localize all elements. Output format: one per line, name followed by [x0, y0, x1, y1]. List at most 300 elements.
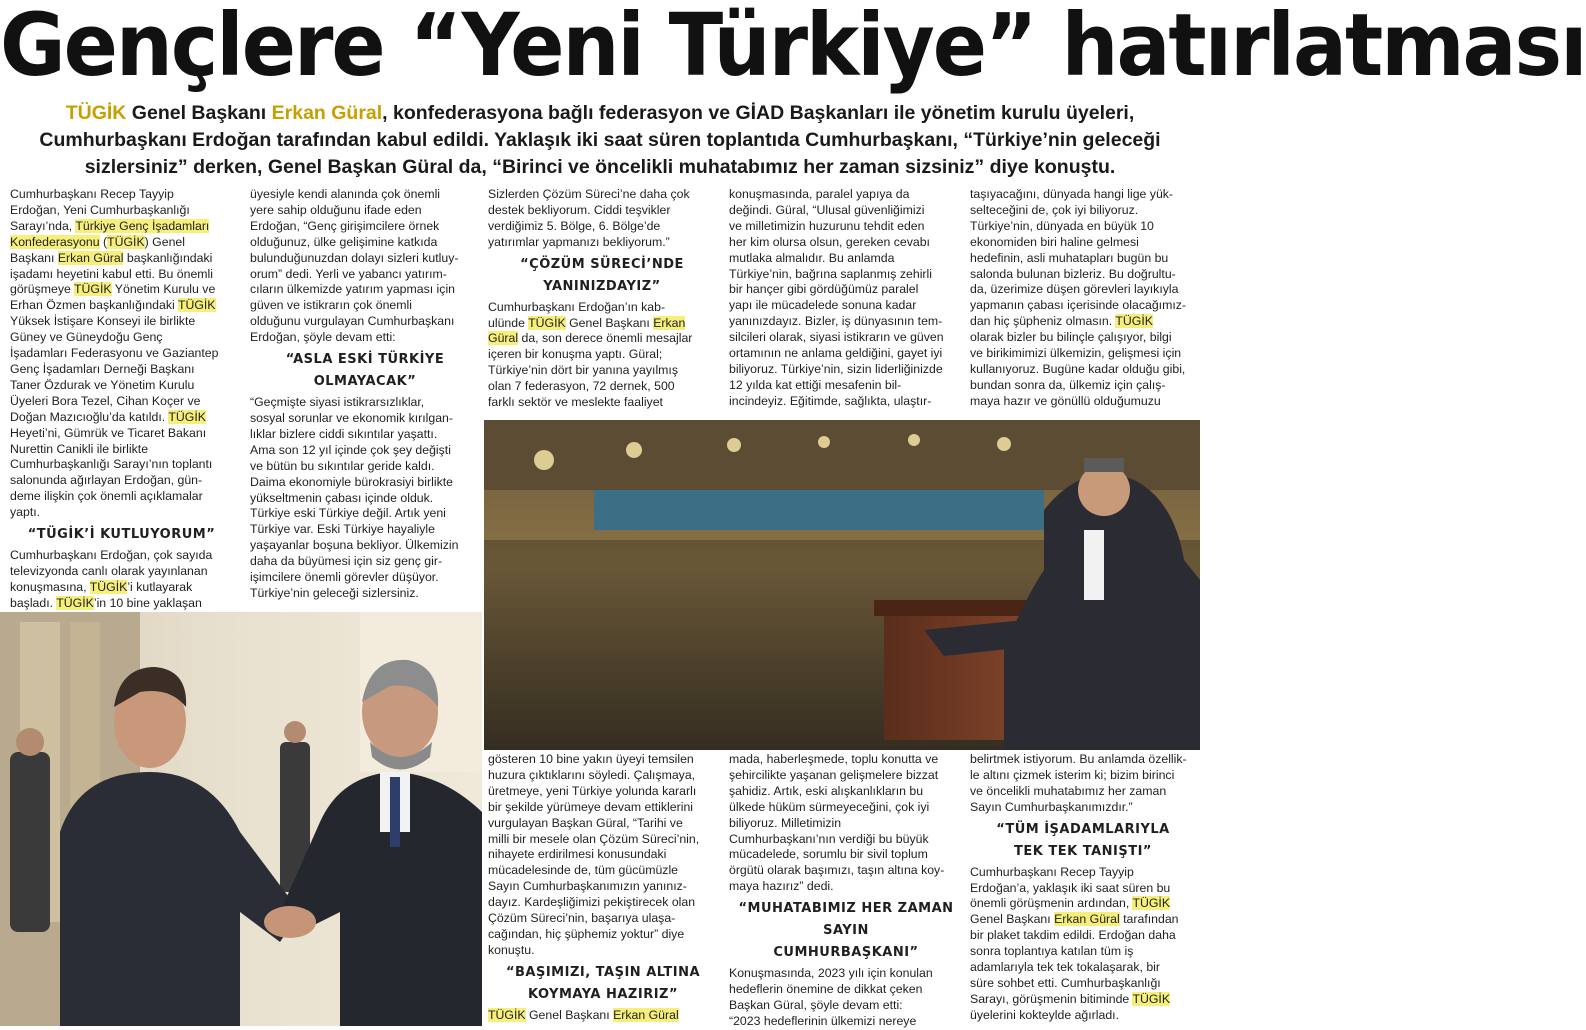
text-line	[488, 816, 718, 832]
text-line	[10, 100, 1190, 127]
article-column-6	[488, 752, 718, 1026]
text-run: Daima ekonomiyle bürokrasiyi birlikte	[250, 474, 453, 489]
text-line	[488, 863, 718, 879]
text-run: ekonomiden biri haline gelmesi	[970, 234, 1139, 249]
text-run: salonunda ağırlayan Erdoğan, gün-	[10, 473, 203, 488]
text-line	[10, 127, 1190, 154]
paragraph	[250, 395, 480, 602]
text-line	[729, 784, 963, 800]
text-run: lıklar bizlere ciddi sıkıntılar yaşattı.	[250, 426, 438, 441]
text-line	[250, 506, 480, 522]
text-run: mutlaka almalıdır. Bu anlamda	[729, 250, 895, 265]
text-run: sizlersiniz” derken, Genel Başkan Güral da, “Birinci ve öncelikli muhatabımız her zaman sizsiniz” diye konuştu.	[84, 156, 1116, 178]
text-run: Konuşmasında, 2023 yılı için konulan	[729, 966, 933, 981]
text-run: ’in 10 bine yaklaşan	[93, 595, 202, 610]
text-run: da, son derece önemli mesajlar	[518, 331, 693, 346]
text-run: Taner Özdurak ve Yönetim Kurulu	[10, 377, 195, 392]
text-line	[250, 235, 480, 251]
text-run: Genel Başkanı	[126, 102, 272, 124]
text-line	[970, 378, 1196, 394]
text-line	[488, 800, 718, 816]
text-run: Üyeleri Bora Tezel, Cihan Koçer ve	[10, 393, 201, 408]
text-line	[250, 427, 480, 443]
text-run: mada, haberleşmede, toplu konutta ve	[729, 752, 939, 766]
text-line	[488, 984, 718, 1006]
text-line	[729, 187, 963, 203]
text-run: Erdoğan, Yeni Cumhurbaşkanlığı	[10, 202, 190, 217]
text-run: huzura çıktıklarını söyledi. Çalışmaya,	[488, 767, 696, 782]
text-run: bir hançer gibi gördüğümüz paralel	[729, 282, 919, 297]
text-run: “BAŞIMIZI, TAŞIN ALTINA	[505, 964, 701, 980]
text-line	[729, 863, 963, 879]
highlighted-text: TÜGİK	[488, 1007, 526, 1022]
text-line	[729, 378, 963, 394]
highlighted-text: TÜGİK	[177, 298, 216, 313]
text-line	[970, 881, 1196, 897]
text-run: silcileri olarak, siyasi istikrarın ve güven	[729, 330, 944, 345]
text-line	[488, 187, 716, 203]
text-line	[10, 203, 233, 219]
text-line	[488, 331, 716, 347]
text-line	[970, 865, 1196, 881]
text-line	[970, 912, 1196, 928]
handshake-photo	[0, 612, 482, 1026]
text-line	[250, 459, 480, 475]
text-run: Erhan Özmen başkanlığındaki	[10, 298, 178, 313]
text-run: başladı.	[10, 595, 57, 610]
text-run: ulünde	[488, 315, 529, 330]
text-run: şehircilikte yaşanan gelişmelere bizzat	[729, 767, 939, 782]
text-line	[729, 346, 963, 362]
text-run: yaptı.	[10, 505, 41, 520]
subheading	[970, 819, 1196, 863]
text-run: Sarayı, görüşmenin bitiminde	[970, 991, 1133, 1006]
text-run: maya hazır ve gönüllü olduğumuzu	[970, 393, 1161, 408]
text-run: bir şekilde yürümeye devam ettiklerini	[488, 799, 694, 814]
text-run: Cumhurbaşkanı Recep Tayyip	[970, 864, 1134, 879]
text-line	[970, 362, 1196, 378]
text-line	[970, 314, 1196, 330]
text-line	[729, 768, 963, 784]
article-column-5	[970, 187, 1196, 417]
highlighted-text: TÜGİK	[89, 579, 128, 594]
text-run: ve bütün bu sıkıntılar geride kaldı.	[250, 458, 435, 473]
text-line	[250, 443, 480, 459]
text-line	[970, 251, 1196, 267]
text-run: üyelerini kokteylde ağırladı.	[970, 1007, 1120, 1022]
text-line	[970, 203, 1196, 219]
article-column-3	[488, 187, 716, 417]
text-line	[970, 298, 1196, 314]
text-run: dan hiç şüpheniz olmasın.	[970, 314, 1116, 329]
text-run: Genel Başkanı	[525, 1007, 614, 1022]
text-run: “TÜGİK’İ KUTLUYORUM”	[27, 527, 216, 543]
text-run: “ÇÖZÜM SÜRECİ’NDE	[520, 256, 684, 272]
text-run: konuşmasına,	[10, 579, 90, 594]
text-run: ve öncelikli muhatabımız her zaman	[970, 783, 1167, 798]
text-line	[729, 832, 963, 848]
text-run: kullanıyoruz. Bugüne kadar olduğu gibi,	[970, 361, 1186, 376]
highlighted-text: TÜGİK	[168, 409, 206, 424]
text-line	[10, 187, 233, 203]
text-run: görüşmeye	[10, 282, 75, 297]
paragraph	[729, 966, 963, 1030]
text-run: Türkiye’nin dört bir yanına yayılmış	[488, 363, 678, 378]
text-run: bulunduğunuzdan dolayı sizleri kutluy-	[250, 250, 459, 265]
paragraph	[729, 187, 963, 410]
text-run: KOYMAYA HAZIRIZ”	[527, 986, 679, 1002]
text-run: belirtmek istiyorum. Bu anlamda özellik-	[970, 752, 1187, 766]
meeting-photo	[484, 420, 1200, 750]
highlighted-text: Erkan Güral	[57, 250, 124, 265]
paragraph	[729, 752, 963, 895]
text-line	[250, 371, 480, 393]
text-run: orum” dedi. Yerli ve yabancı yatırım-	[250, 266, 447, 281]
text-line	[10, 298, 233, 314]
text-run: “2023 hedeflerinin ülkemizi nereye	[729, 1013, 917, 1028]
paragraph	[488, 1008, 718, 1024]
text-line	[488, 784, 718, 800]
text-line	[250, 267, 480, 283]
text-run: Türkiye’nin geleceği sizlersiniz.	[250, 585, 419, 600]
text-run: ve birikimimizi ülkemizin, gelişmesi için	[970, 346, 1182, 361]
text-line	[729, 298, 963, 314]
highlighted-text: Erkan Güral	[271, 102, 383, 124]
text-line	[488, 316, 716, 332]
text-run: Sayın Cumhurbaşkanımızdır.”	[970, 799, 1133, 814]
text-line	[970, 752, 1196, 768]
text-line	[970, 992, 1196, 1008]
highlighted-text: Erkan Güral	[613, 1007, 679, 1022]
text-run: Sarayı’nda,	[10, 218, 76, 233]
highlighted-text: TÜGİK	[1115, 314, 1153, 329]
text-run: Türkiye var. Eski Türkiye hayaliyle	[250, 522, 435, 537]
paragraph	[250, 187, 480, 346]
text-run: hedefinin, asli muhatapları bugün bu	[970, 250, 1169, 265]
text-line	[10, 580, 233, 596]
text-run: gösteren 10 bine yakın üyeyi temsilen	[488, 752, 694, 766]
paragraph	[488, 187, 716, 251]
text-run: bundan sonra da, ülkemiz için çalış-	[970, 377, 1166, 392]
paragraph	[970, 865, 1196, 1024]
text-line	[10, 564, 233, 580]
text-line	[488, 911, 718, 927]
highlighted-text: TÜGİK	[65, 102, 127, 124]
text-run: önemli görüşmenin ardından,	[970, 896, 1133, 911]
text-line	[488, 254, 716, 276]
subheading	[10, 524, 233, 546]
text-run: işadamı heyetini kabul etti. Bu önemli	[10, 266, 214, 281]
text-run: Türkiye’nin, dünyada en büyük 10	[970, 218, 1154, 233]
text-run: yapı ile mücadelede sonuna kadar	[729, 298, 917, 313]
text-line	[729, 330, 963, 346]
text-line	[970, 800, 1196, 816]
text-line	[10, 362, 233, 378]
text-run: Türkiye eski Türkiye değil. Artık yeni	[250, 506, 446, 521]
text-run: biliyoruz. Türkiye’nin, sizin liderliğinizde	[729, 361, 943, 376]
text-line	[970, 219, 1196, 235]
text-run: tarafından	[1119, 912, 1179, 927]
text-line	[250, 554, 480, 570]
highlighted-text: Erkan Güral	[1054, 912, 1120, 927]
text-line	[488, 879, 718, 895]
text-run: Cumhurbaşkanı Erdoğan’ın kab-	[488, 299, 666, 314]
text-run: olarak bizler bu bilinçle çalışıyor, bilgi	[970, 330, 1172, 345]
text-line	[729, 966, 963, 982]
text-line	[970, 896, 1196, 912]
text-line	[488, 219, 716, 235]
text-line	[488, 768, 718, 784]
text-line	[10, 267, 233, 283]
highlighted-text: Türkiye Genç İşadamları	[75, 218, 210, 233]
text-run: her kim olursa olsun, gereken cevabı	[729, 234, 930, 249]
highlighted-text: Güral	[488, 331, 519, 346]
text-line	[10, 596, 233, 612]
text-line	[10, 330, 233, 346]
text-run: örgütü olarak başımızı, taşın altına koy-	[729, 863, 945, 878]
text-run: Cumhurbaşkanı Erdoğan, çok sayıda	[10, 548, 213, 563]
text-run: ortamının ne anlama geldiğini, gayet iyi	[729, 346, 943, 361]
text-line	[10, 473, 233, 489]
text-run: Nurettin Canikli ile birlikte	[10, 441, 149, 456]
text-line	[729, 920, 963, 942]
text-line	[488, 300, 716, 316]
text-line	[970, 187, 1196, 203]
text-run: Cumhurbaşkanlığı Sarayı’nın toplantı	[10, 457, 213, 472]
text-line	[488, 276, 716, 298]
text-run: cıların ülkemizde yatırım yapması için	[250, 282, 456, 297]
text-line	[970, 235, 1196, 251]
text-run: CUMHURBAŞKANI”	[773, 945, 919, 961]
text-run: Sayın Cumhurbaşkanımızın yanınız-	[488, 879, 687, 894]
text-run: , konfederasyona bağlı federasyon ve GİAD Başkanları ile yönetim kurulu üyeleri,	[382, 102, 1135, 124]
text-run: Çözüm Süreci’nin, başarıya ulaşa-	[488, 911, 676, 926]
text-run: 12 yılda kat ettiği mesafenin bil-	[729, 377, 902, 392]
text-run: verdiğimiz 5. Bölge, 6. Bölge’de	[488, 218, 661, 233]
highlighted-text: TÜGİK	[74, 282, 112, 297]
text-line	[729, 847, 963, 863]
text-run: yaşayanlar boşuna bekliyor. Ülkemizin	[250, 538, 459, 553]
text-line	[10, 394, 233, 410]
text-line	[10, 505, 233, 521]
text-line	[488, 379, 716, 395]
text-run: dayız. Kardeşliğimizi pekiştirecek olan	[488, 895, 696, 910]
text-run: içeren bir konuşma yaptı. Güral;	[488, 347, 663, 362]
text-run: Türkiye’nin, bağrına saplanmış zehirli	[729, 266, 932, 281]
text-run: yatırımlar yapmanızı bekliyorum.”	[488, 234, 670, 249]
text-run: Ama son 12 yıl içinde çok şey değişti	[250, 442, 451, 457]
text-line	[970, 330, 1196, 346]
text-line	[10, 410, 233, 426]
text-line	[250, 491, 480, 507]
text-run: bir plaket takdim edildi. Erdoğan daha	[970, 928, 1176, 943]
article-column-4	[729, 187, 963, 417]
text-line	[970, 841, 1196, 863]
text-run: taşıyacağını, dünyada hangi lige yük-	[970, 187, 1174, 201]
text-run: televizyonda canlı olarak yayınlanan	[10, 563, 208, 578]
article-column-8	[970, 752, 1196, 1026]
text-line	[250, 475, 480, 491]
text-line	[488, 395, 716, 411]
text-run: cağından, hiç şüphemiz yoktur” diye	[488, 926, 685, 941]
text-line	[10, 219, 233, 235]
text-run: değindi. Güral, “Ulusal güvenliğimizi	[729, 202, 925, 217]
text-run: Başkan Güral, şöyle devam etti:	[729, 997, 903, 1012]
text-line	[250, 298, 480, 314]
text-line	[970, 928, 1196, 944]
text-line	[488, 363, 716, 379]
text-run: Yüksek İstişare Konseyi ile birlikte	[10, 314, 196, 329]
text-line	[488, 847, 718, 863]
text-line	[729, 219, 963, 235]
text-line	[729, 816, 963, 832]
paragraph	[970, 752, 1196, 816]
text-line	[10, 235, 233, 251]
text-line	[250, 251, 480, 267]
text-run: ülkede hüküm sürmeyeceğini, çok iyi	[729, 799, 930, 814]
text-run: şahidiz. Artık, eski alışkanlıkların bu	[729, 783, 924, 798]
text-line	[970, 282, 1196, 298]
text-run: Cumhurbaşkanı Recep Tayyip	[10, 187, 174, 201]
text-line	[10, 346, 233, 362]
text-run: başkanlığındaki	[123, 250, 213, 265]
text-run: Cumhurbaşkanı Erdoğan tarafından kabul edildi. Yaklaşık iki saat süren toplantıda Cumhurbaşkanı, “Türkiye’nin geleceği	[39, 129, 1161, 151]
text-run: süre sohbet etti. Cumhurbaşkanlığı	[970, 975, 1161, 990]
text-run: salonda bulunan bizleriz. Bu doğrultu-	[970, 266, 1176, 281]
text-line	[729, 394, 963, 410]
text-line	[250, 314, 480, 330]
text-run: mücadelede, sorumlu bir sivil toplum	[729, 847, 928, 862]
text-run: milli bir mesele olan Çözüm Süreci’nin,	[488, 831, 700, 846]
text-line	[970, 1008, 1196, 1024]
text-run: konuştu.	[488, 942, 535, 957]
paragraph	[488, 752, 718, 959]
text-run: biliyoruz. Milletimizin	[729, 815, 842, 830]
text-line	[488, 927, 718, 943]
text-run: yapmanın çabası içerisinde olacağımız-	[970, 298, 1186, 313]
text-run: le altını çizmek isterim ki; bizim birinci	[970, 767, 1175, 782]
text-line	[970, 944, 1196, 960]
text-line	[729, 879, 963, 895]
text-run: Cumhurbaşkanı’nın verdiği bu büyük	[729, 831, 929, 846]
text-run: “TÜM İŞADAMLARIYLA	[996, 821, 1170, 837]
text-line	[970, 819, 1196, 841]
highlighted-text: TÜGİK	[56, 595, 94, 610]
text-line	[970, 960, 1196, 976]
text-line	[10, 378, 233, 394]
text-line	[250, 330, 480, 346]
text-line	[729, 752, 963, 768]
text-line	[729, 282, 963, 298]
text-line	[10, 442, 233, 458]
text-run: incindeyiz. Eğitimde, sağlıkta, ulaştır-	[729, 393, 932, 408]
text-run: sosyal sorunlar ve ekonomik kırılgan-	[250, 410, 453, 425]
text-line	[729, 800, 963, 816]
text-run: olduğunu vurgulayan Cumhurbaşkanı	[250, 314, 455, 329]
text-run: hedeflerin önemine de dikkat çeken	[729, 982, 923, 997]
text-line	[250, 219, 480, 235]
text-run: nihayete erdirilmesi konusundaki	[488, 847, 667, 862]
text-line	[488, 962, 718, 984]
highlighted-text: TÜGİK	[528, 315, 566, 330]
text-run: Erdoğan’a, yaklaşık iki saat süren bu	[970, 880, 1171, 895]
highlighted-text: TÜGİK	[1132, 896, 1171, 911]
text-run: yükseltmenin çabası içinde olduk.	[250, 490, 434, 505]
text-line	[10, 251, 233, 267]
text-run: işimcilere önemli görevler düşüyor.	[250, 570, 439, 585]
text-line	[250, 349, 480, 371]
text-run: Yönetim Kurulu ve	[111, 282, 216, 297]
text-run: olan 7 federasyon, 72 dernek, 500	[488, 379, 675, 394]
text-line	[488, 203, 716, 219]
text-line	[250, 411, 480, 427]
text-run: deme ilişkin çok önemli açıklamalar	[10, 489, 203, 504]
text-line	[10, 154, 1190, 181]
highlighted-text: TÜGİK	[107, 234, 145, 249]
text-run: (	[99, 234, 108, 249]
lead-paragraph	[10, 100, 1190, 182]
text-line	[729, 267, 963, 283]
text-line	[250, 203, 480, 219]
text-run: daha da büyümesi için siz genç gir-	[250, 554, 443, 569]
text-run: maya hazırız” dedi.	[729, 879, 834, 894]
text-line	[970, 784, 1196, 800]
text-line	[729, 982, 963, 998]
text-run: “ASLA ESKİ TÜRKİYE	[285, 352, 445, 368]
text-run: Doğan Mazıcıoğlu’da katıldı.	[10, 409, 169, 424]
text-line	[488, 347, 716, 363]
subheading	[250, 349, 480, 393]
text-line	[10, 426, 233, 442]
text-run: Heyeti’ni, Gümrük ve Ticaret Bakanı	[10, 425, 207, 440]
text-run: üyesiyle kendi alanında çok önemli	[250, 187, 441, 201]
text-run: adamlarıyla tek tek tokalaşarak, bir	[970, 960, 1161, 975]
text-run: “Geçmişte siyasi istikrarsızlıklar,	[250, 395, 425, 410]
subheading	[488, 254, 716, 298]
text-line	[250, 522, 480, 538]
text-line	[10, 524, 233, 546]
text-run: Genel Başkanı	[970, 912, 1055, 927]
text-run: yanınızdayız. Bizler, iş dünyasının tem-	[729, 314, 943, 329]
text-run: Başkanı	[10, 250, 58, 265]
text-line	[10, 489, 233, 505]
text-run: ) Genel	[144, 234, 185, 249]
text-line	[970, 976, 1196, 992]
paragraph	[970, 187, 1196, 410]
subheading	[488, 962, 718, 1006]
text-line	[729, 251, 963, 267]
text-line	[729, 1014, 963, 1030]
text-run: SAYIN	[823, 923, 869, 939]
text-line	[250, 538, 480, 554]
text-run: da, üzerimize düşen görevleri layıkıyla	[970, 282, 1179, 297]
subheading	[729, 898, 963, 964]
text-run: Genç İşadamları Derneği Başkanı	[10, 361, 195, 376]
highlighted-text: Konfederasyonu	[10, 234, 100, 249]
text-line	[488, 943, 718, 959]
text-run: Erdoğan, şöyle devam etti:	[250, 330, 396, 345]
highlighted-text: TÜGİK	[1132, 991, 1171, 1006]
text-run: Güney ve Güneydoğu Genç	[10, 330, 163, 345]
text-run: güven ve istikrarın çok önemli	[250, 298, 412, 313]
text-line	[10, 314, 233, 330]
text-run: TEK TEK TANIŞTI”	[1014, 843, 1152, 859]
text-run: İşadamları Federasyonu ve Gaziantep	[10, 346, 219, 361]
text-run: Sizlerden Çözüm Süreci’ne daha çok	[488, 187, 690, 201]
text-line	[488, 895, 718, 911]
text-line	[250, 282, 480, 298]
text-line	[729, 898, 963, 920]
